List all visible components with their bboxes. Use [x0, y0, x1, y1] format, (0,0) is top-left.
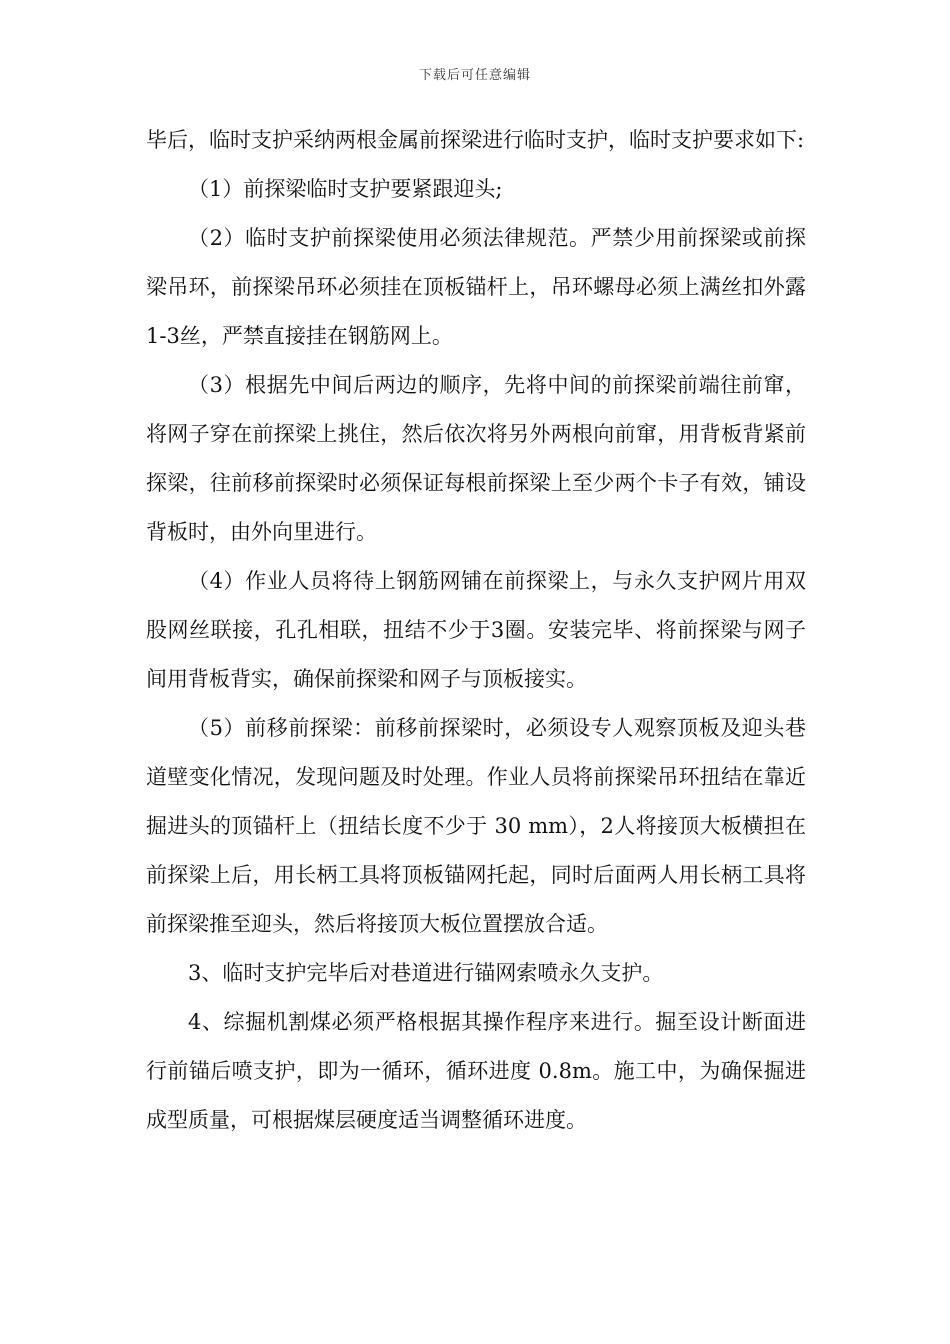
paragraph-item-4: （4）作业人员将待上钢筋网铺在前探梁上，与永久支护网片用双股网丝联接，孔孔相联，扭结不少于3圈。安装完毕、将前探梁与网子间用背板背实，确保前探梁和网子与顶板接实。 [146, 569, 806, 691]
paragraph-section-4: 4、综掘机割煤必须严格根据其操作程序来进行。掘至设计断面进行前锚后喷支护，即为一循环，循环进度 0.8m。施工中，为确保掘进成型质量，可根据煤层硬度适当调整循环进度。 [146, 1010, 806, 1132]
paragraph-item-3: （3）根据先中间后两边的顺序，先将中间的前探梁前端往前窜，将网子穿在前探梁上挑住，然后依次将另外两根向前窜，用背板背紧前探梁，往前移前探梁时必须保证每根前探梁上至少两个卡子有效，铺设背板时，由外向里进行。 [146, 373, 806, 544]
page-header: 下载后可任意编辑 [418, 68, 531, 83]
paragraph-continued: 毕后，临时支护采纳两根金属前探梁进行临时支护，临时支护要求如下: [146, 128, 805, 152]
paragraph-item-5: （5）前移前探梁：前移前探梁时，必须设专人观察顶板及迎头巷道壁变化情况，发现问题及时处理。作业人员将前探梁吊环扭结在靠近掘进头的顶锚杆上（扭结长度不少于 30 mm），2人将接顶大板横担在前探梁上后，用长柄工具将顶板锚网托起，同时后面两人用长柄工具将前探梁推至迎头，然后将接顶大板位置摆放合适。 [146, 716, 806, 936]
document-body [146, 116, 806, 1145]
paragraph-item-2: （2）临时支护前探梁使用必须法律规范。严禁少用前探梁或前探梁吊环，前探梁吊环必须挂在顶板锚杆上，吊环螺母必须上满丝扣外露1-3丝，严禁直接挂在钢筋网上。 [146, 226, 806, 348]
paragraph-section-3: 3、临时支护完毕后对巷道进行锚网索喷永久支护。 [188, 961, 664, 985]
paragraph-item-1: （1）前探梁临时支护要紧跟迎头; [188, 177, 503, 201]
